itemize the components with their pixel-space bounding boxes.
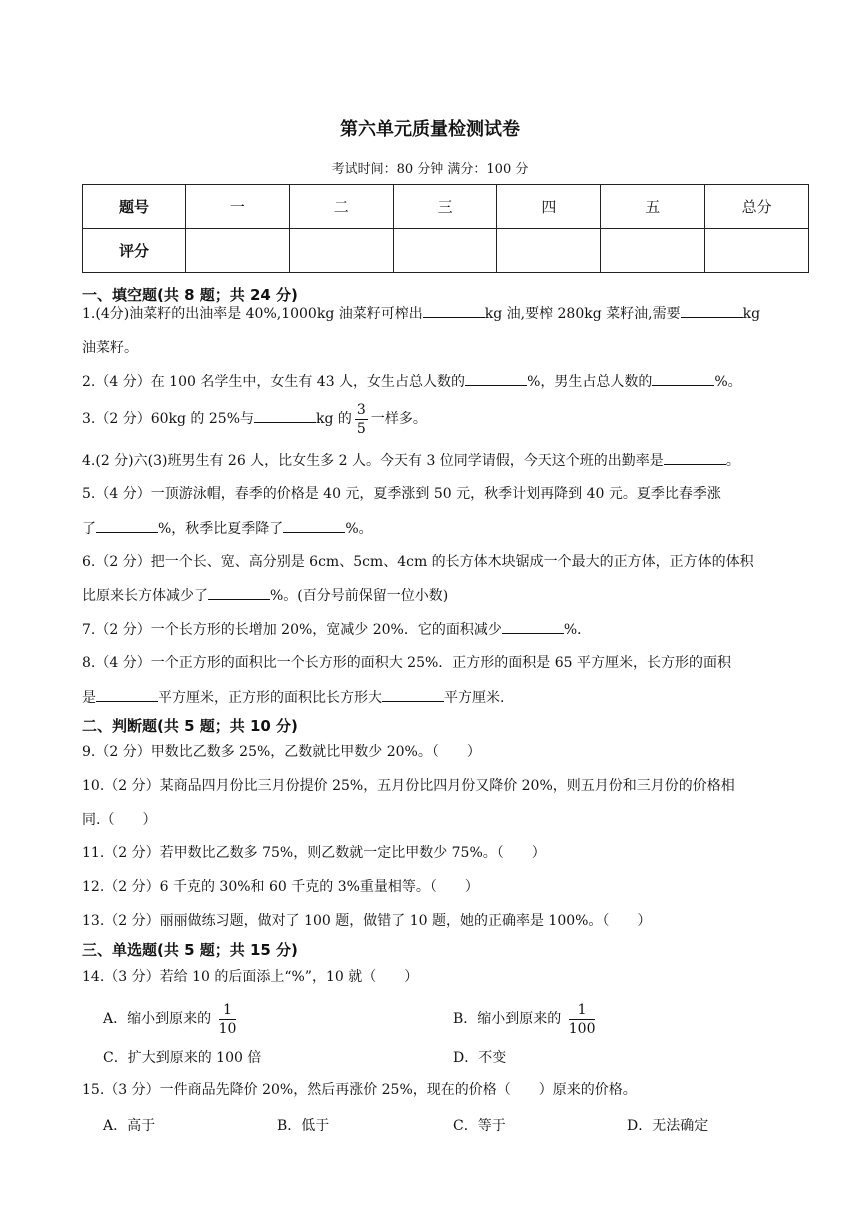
score-table-header-row — [83, 185, 809, 229]
answer-blank[interactable] — [283, 518, 345, 533]
score-table — [82, 184, 809, 273]
answer-blank[interactable] — [502, 619, 564, 634]
question-5: 5.（4 分）一顶游泳帽，春季的价格是 40 元，夏季涨到 50 元，秋季计划再降到 40 元。夏季比春季涨 — [82, 486, 721, 502]
question-11: 11.（2 分）若甲数比乙数多 75%，则乙数就一定比甲数少 75%。（ ） — [82, 845, 546, 861]
answer-blank[interactable] — [96, 687, 158, 702]
section-heading-fill-blank: 一、填空题(共 8 题；共 24 分) — [82, 286, 298, 304]
question-2: 2.（4 分）在 100 名学生中，女生有 43 人，女生占总人数的 %，男生占总人数的 %。 — [82, 371, 742, 392]
score-cell — [497, 229, 601, 273]
option-15-a[interactable]: A．高于 — [103, 1118, 156, 1134]
question-1: 1.(4分)油菜籽的出油率是 40%,1000kg 油菜籽可榨出 kg 油,要榨 280kg 菜籽油,需要 kg — [82, 303, 760, 324]
cell-question-number-label: 题号 — [83, 185, 186, 229]
section-heading-single-choice: 三、单选题(共 5 题；共 15 分) — [82, 941, 298, 959]
option-14-a[interactable]: A．缩小到原来的 $\frac{1}{10}$ — [103, 1001, 237, 1037]
answer-blank[interactable] — [465, 371, 527, 386]
cell-section-1: 一 — [186, 185, 290, 229]
answer-blank[interactable] — [208, 585, 270, 600]
option-15-b[interactable]: B．低于 — [277, 1118, 330, 1134]
score-cell — [289, 229, 393, 273]
question-6-continued: 比原来长方体减少了 %。(百分号前保留一位小数) — [82, 585, 448, 606]
answer-blank[interactable] — [423, 303, 485, 318]
score-cell — [393, 229, 497, 273]
cell-score-label: 评分 — [83, 229, 186, 273]
answer-blank[interactable] — [664, 450, 726, 465]
cell-section-4: 四 — [497, 185, 601, 229]
option-14-b[interactable]: B．缩小到原来的 $\frac{1}{100}$ — [453, 1001, 596, 1037]
question-4: 4.(2 分)六(3)班男生有 26 人，比女生多 2 人。今天有 3 位同学请假，今天这个班的出勤率是 。 — [82, 450, 740, 471]
page-title: 第六单元质量检测试卷 — [340, 119, 520, 140]
question-3: 3.（2 分）60kg 的 25%与 kg 的 $\frac{3}{5}$ 一样多。 — [82, 401, 427, 437]
option-15-c[interactable]: C．等于 — [453, 1118, 506, 1134]
question-8-continued: 是 平方厘米，正方形的面积比长方形大 平方厘米. — [82, 687, 504, 708]
question-5-continued: 了 %，秋季比夏季降了 %。 — [82, 518, 373, 539]
score-cell — [186, 229, 290, 273]
answer-blank[interactable] — [681, 303, 743, 318]
question-14: 14.（3 分）若给 10 的后面添上“%”，10 就（ ） — [82, 969, 419, 985]
question-15: 15.（3 分）一件商品先降价 20%，然后再涨价 25%，现在的价格（ ）原来的价格。 — [82, 1082, 637, 1098]
exam-info: 考试时间：80 分钟 满分：100 分 — [331, 162, 529, 177]
fraction: $\frac{1}{10}$ — [218, 1001, 237, 1037]
question-6: 6.（2 分）把一个长、宽、高分别是 6cm、5cm、4cm 的长方体木块锯成一个最大的正方体，正方体的体积 — [82, 554, 754, 570]
question-12: 12.（2 分）6 千克的 30%和 60 千克的 3%重量相等。（ ） — [82, 879, 479, 895]
answer-blank[interactable] — [382, 687, 444, 702]
answer-blank[interactable] — [96, 518, 158, 533]
score-cell — [601, 229, 705, 273]
question-10: 10.（2 分）某商品四月份比三月份提价 25%，五月份比四月份又降价 20%，则五月份和三月份的价格相 — [82, 778, 735, 794]
question-1-continued: 油菜籽。 — [82, 340, 138, 356]
section-heading-true-false: 二、判断题(共 5 题；共 10 分) — [82, 717, 298, 735]
fraction: $\frac{1}{100}$ — [568, 1001, 596, 1037]
question-7: 7.（2 分）一个长方形的长增加 20%，宽减少 20%．它的面积减少 %． — [82, 619, 591, 640]
option-14-d[interactable]: D．不变 — [453, 1050, 507, 1066]
question-10-continued: 同.（ ） — [82, 812, 157, 828]
answer-blank[interactable] — [254, 408, 316, 423]
cell-section-2: 二 — [289, 185, 393, 229]
score-table-score-row — [83, 229, 809, 273]
option-15-d[interactable]: D．无法确定 — [627, 1118, 709, 1134]
cell-section-5: 五 — [601, 185, 705, 229]
score-cell — [705, 229, 809, 273]
question-9: 9.（2 分）甲数比乙数多 25%，乙数就比甲数少 20%。（ ） — [82, 744, 481, 760]
fraction: $\frac{3}{5}$ — [356, 401, 366, 437]
question-13: 13.（2 分）丽丽做练习题，做对了 100 题，做错了 10 题，她的正确率是 100%。（ ） — [82, 913, 652, 929]
option-14-c[interactable]: C．扩大到原来的 100 倍 — [103, 1050, 262, 1066]
cell-section-3: 三 — [393, 185, 497, 229]
cell-total: 总分 — [705, 185, 809, 229]
question-8: 8.（4 分）一个正方形的面积比一个长方形的面积大 25%．正方形的面积是 65 平方厘米，长方形的面积 — [82, 655, 731, 671]
answer-blank[interactable] — [652, 371, 714, 386]
